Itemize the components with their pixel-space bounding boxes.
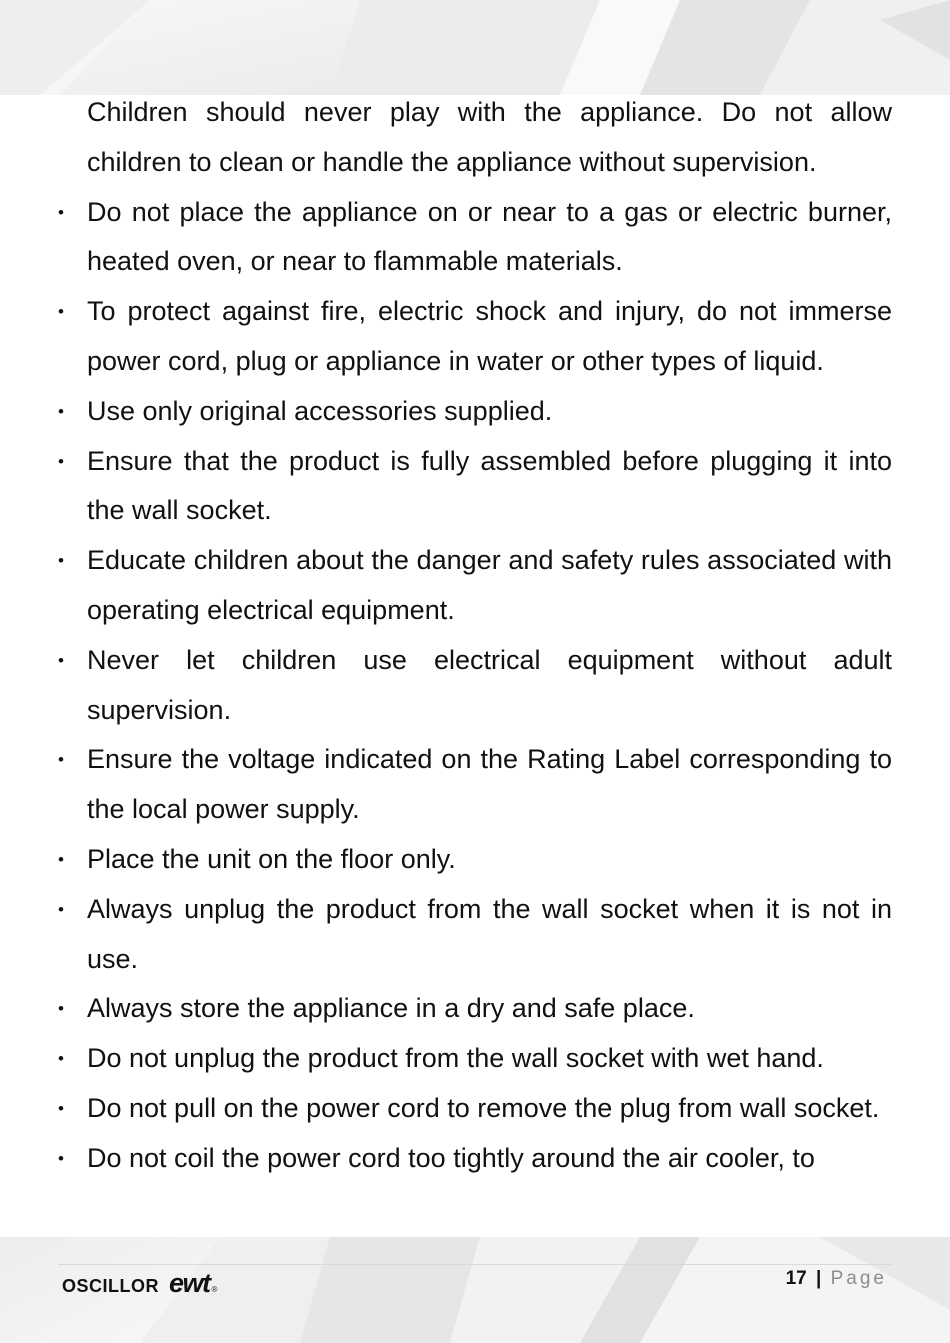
bullet-item xyxy=(58,536,892,636)
page-number xyxy=(786,1268,887,1290)
paragraph-text: Do not place the appliance on or near to a gas or electric burner, heated oven, or near to flammable materials. xyxy=(87,196,892,277)
bullet-icon: • xyxy=(58,1049,64,1069)
paragraph-text: Use only original accessories supplied. xyxy=(87,395,553,426)
paragraph-text: Children should never play with the appliance. Do not allow children to clean or handle the appliance without supervision. xyxy=(87,97,892,177)
bullet-item xyxy=(58,835,892,885)
paragraph-text: Ensure that the product is fully assembled before plugging it into the wall socket. xyxy=(87,445,892,526)
page-separator: | xyxy=(816,1268,822,1289)
page-number-value: 17 xyxy=(785,1268,807,1289)
bullet-icon: • xyxy=(58,302,64,322)
paragraph-text: Always unplug the product from the wall socket when it is not in use. xyxy=(87,893,892,974)
paragraph-text: To protect against fire, electric shock and injury, do not immerse power cord, plug or appliance in water or other types of liquid. xyxy=(87,296,892,376)
ewt-logo: ewt xyxy=(169,1268,210,1298)
brand-logo xyxy=(62,1270,217,1300)
brand-name: OSCILLOR xyxy=(62,1276,159,1296)
bullet-item xyxy=(58,387,892,437)
bullet-item xyxy=(58,287,892,387)
footer-divider xyxy=(58,1264,892,1265)
bullet-item xyxy=(58,437,892,537)
bullet-icon: • xyxy=(58,202,64,222)
bullet-icon: • xyxy=(58,1098,64,1118)
bullet-icon: • xyxy=(58,650,64,670)
bullet-icon: • xyxy=(58,849,64,869)
paragraph-text: Educate children about the danger and safety rules associated with operating electrical equipment. xyxy=(87,545,892,625)
registered-mark: ® xyxy=(211,1285,218,1294)
paragraph-text: Place the unit on the floor only. xyxy=(87,843,456,874)
bullet-item xyxy=(58,1034,892,1084)
bullet-icon: • xyxy=(58,1148,64,1168)
bullet-item xyxy=(58,984,892,1034)
bullet-icon: • xyxy=(58,750,64,770)
bullet-item xyxy=(58,1084,892,1134)
bullet-item xyxy=(58,188,892,288)
paragraph-text: Do not unplug the product from the wall socket with wet hand. xyxy=(87,1043,824,1074)
paragraph xyxy=(87,88,892,188)
paragraph-text: Do not pull on the power cord to remove the plug from wall socket. xyxy=(87,1092,880,1123)
paragraph-text: Do not coil the power cord too tightly around the air cooler, to xyxy=(87,1142,815,1173)
paragraph-text: Never let children use electrical equipment without adult supervision. xyxy=(87,644,892,725)
bullet-item xyxy=(58,1134,892,1184)
bullet-item xyxy=(58,885,892,985)
bullet-icon: • xyxy=(58,899,64,919)
paragraph-text: Ensure the voltage indicated on the Rating Label corresponding to the local power supply. xyxy=(87,744,892,825)
paragraph-text: Always store the appliance in a dry and safe place. xyxy=(87,993,695,1024)
document-body xyxy=(0,88,950,1184)
bullet-icon: • xyxy=(58,401,64,421)
page-label: Page xyxy=(830,1268,887,1289)
bullet-icon: • xyxy=(58,451,64,471)
bullet-item xyxy=(58,636,892,736)
bullet-item xyxy=(58,735,892,835)
bullet-icon: • xyxy=(58,551,64,571)
bullet-icon: • xyxy=(58,999,64,1019)
